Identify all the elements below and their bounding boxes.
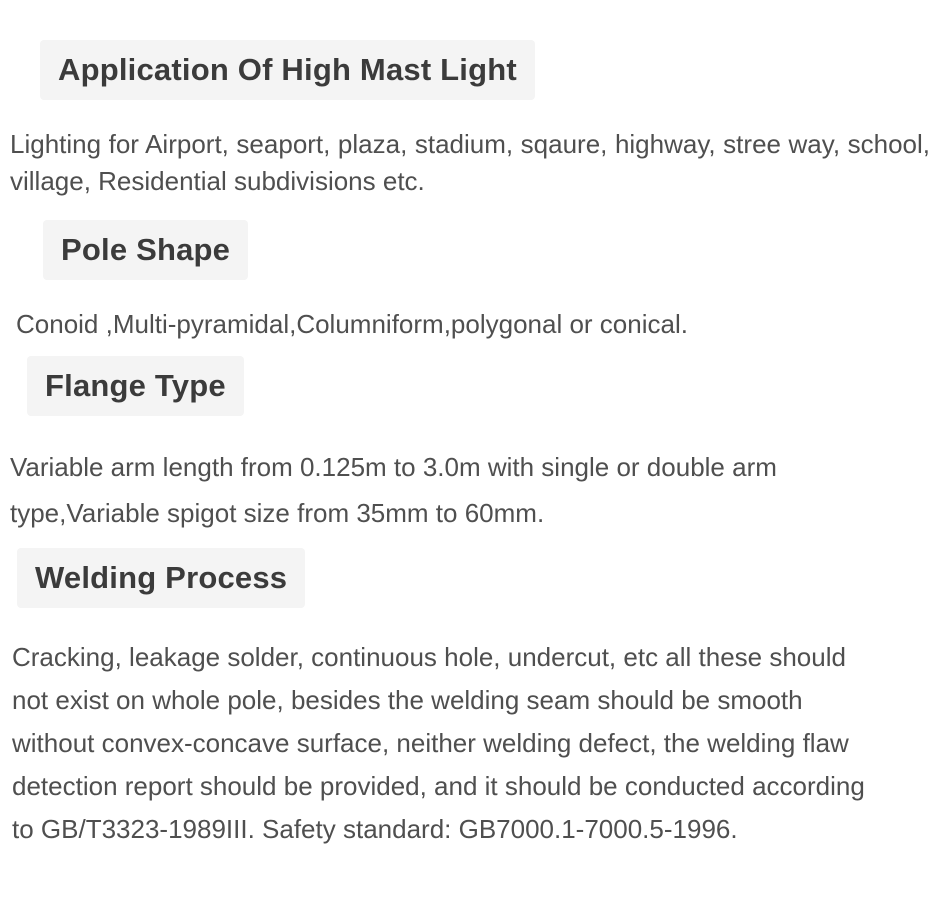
application-paragraph: Lighting for Airport, seaport, plaza, stadium, sqaure, highway, stree way, school, village, Residential subdivisions etc. [10,129,930,196]
heading-row [0,40,950,100]
section-flange-type [0,356,950,536]
welding-process-heading: Welding Process [17,548,305,608]
flange-type-paragraph: Variable arm length from 0.125m to 3.0m with single or double arm type,Variable spigot size from 35mm to 60mm. [10,452,777,528]
heading-row [0,220,950,280]
heading-row [0,548,950,608]
welding-process-paragraph: Cracking, leakage solder, continuous hole, undercut, etc all these should not exist on whole pole, besides the welding seam should be smooth without convex-concave surface, neither welding defect, the welding flaw detection report should be provided, and it should be conducted according to GB/T3323-1989III. Safety standard: GB7000.1-7000.5-1996. [12,642,865,844]
flange-type-heading: Flange Type [27,356,244,416]
pole-shape-paragraph: Conoid ,Multi-pyramidal,Columniform,polygonal or conical. [16,309,688,339]
section-pole-shape [0,220,950,342]
pole-shape-heading: Pole Shape [43,220,248,280]
application-heading: Application Of High Mast Light [40,40,535,100]
section-welding-process [0,548,950,851]
heading-row [0,356,950,416]
section-application [0,40,950,200]
